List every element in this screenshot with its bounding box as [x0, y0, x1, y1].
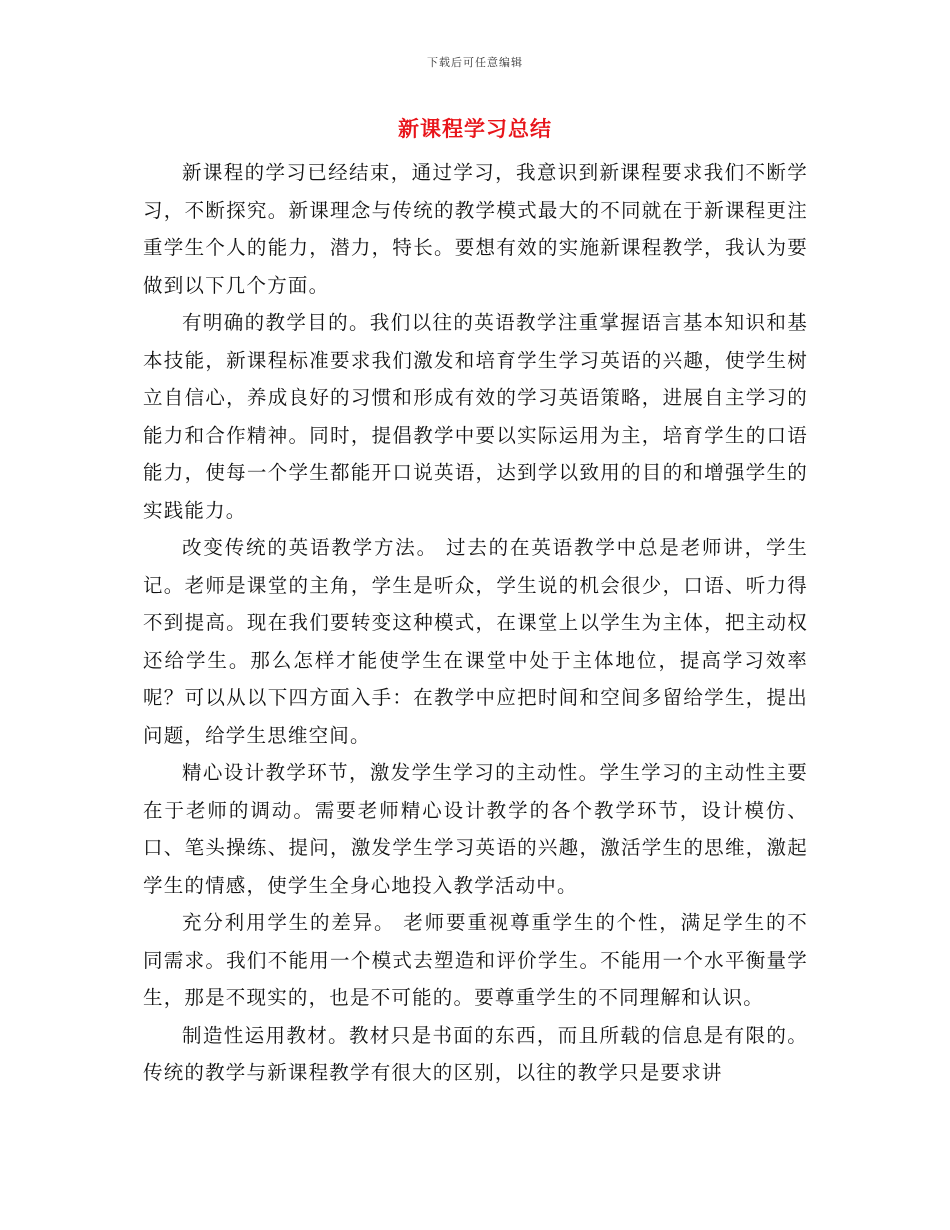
paragraph-teaching-method: 改变传统的英语教学方法。 过去的在英语教学中总是老师讲，学生记。老师是课堂的主角，学生是听众，学生说的机会很少，口语、听力得不到提高。现在我们要转变这种模式，在课堂上以学生为主体，把主动权还给学生。那么怎样才能使学生在课堂中处于主体地位，提高学习效率呢？可以从以下四方面入手：在教学中应把时间和空间多留给学生，提出问题，给学生思维空间。: [143, 536, 808, 747]
document-body: [143, 154, 808, 1092]
page-title: 新课程学习总结: [398, 117, 552, 141]
paragraph-teaching-design: 精心设计教学环节，激发学生学习的主动性。学生学习的主动性主要在于老师的调动。需要老师精心设计教学的各个教学环节，设计模仿、口、笔头操练、提问，激发学生学习英语的兴趣，激活学生的思维，激起学生的情感，使学生全身心地投入教学活动中。: [143, 761, 808, 897]
header-note: 下载后可任意编辑: [427, 56, 523, 69]
paragraph-teaching-goal: 有明确的教学目的。我们以往的英语教学注重掌握语言基本知识和基本技能，新课程标准要求我们激发和培育学生学习英语的兴趣，使学生树立自信心，养成良好的习惯和形成有效的学习英语策略，进展自主学习的能力和合作精神。同时，提倡教学中要以实际运用为主，培育学生的口语能力，使每一个学生都能开口说英语，达到学以致用的目的和增强学生的实践能力。: [143, 311, 808, 522]
paragraph-student-differences: 充分利用学生的差异。 老师要重视尊重学生的个性，满足学生的不同需求。我们不能用一个模式去塑造和评价学生。不能用一个水平衡量学生，那是不现实的，也是不可能的。要尊重学生的不同理解和认识。: [143, 911, 808, 1009]
paragraph-intro: 新课程的学习已经结束，通过学习，我意识到新课程要求我们不断学习，不断探究。新课理念与传统的教学模式最大的不同就在于新课程更注重学生个人的能力，潜力，特长。要想有效的实施新课程教学，我认为要做到以下几个方面。: [143, 161, 808, 297]
paragraph-textbook-use: 制造性运用教材。教材只是书面的东西，而且所载的信息是有限的。传统的教学与新课程教学有很大的区别，以往的教学只是要求讲: [143, 1023, 808, 1084]
